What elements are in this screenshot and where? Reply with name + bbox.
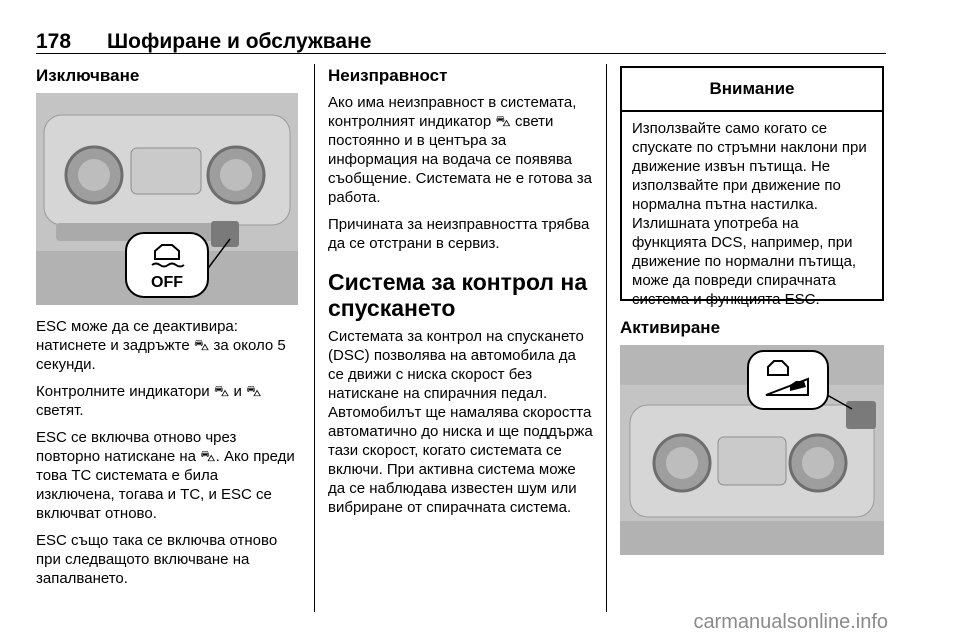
section-heading-off: Изключване — [36, 66, 140, 85]
header-rule — [36, 53, 886, 54]
paragraph: ESC се включва отново чрез повторно натискане на ⛍. Ако преди това TC системата е била изключена, тогава и TC, и ESC се включват отново. — [36, 429, 295, 522]
paragraph: Системата за контрол на спускането (DSC) позволява на автомобила да се движи с ниска скорост без натискане на спирачния педал. Автомобилът ще намалява скоростта автоматично до ниска и ще поддържа тази скорост, когато системата се включи. При активна система може да се наблюдава известен шум или вибриране от спирачната система. — [328, 328, 593, 516]
column-2 — [328, 62, 594, 525]
section-heading-malfunction: Неизправност — [328, 66, 448, 85]
warning-text: Използвайте само когато се спускате по стръмни наклони при движение извън пътища. Не използвайте при движение по нормална пътна настилка. Излишната употреба на функцията DCS, например, при движение по нормални пътища, може да повреди спирачната система и функцията ESC. — [632, 120, 867, 308]
warning-box — [620, 66, 884, 308]
console-illustration — [620, 345, 884, 555]
paragraph: Контролните индикатори ⛍ и ⛍ светят. — [36, 383, 262, 419]
column-3-lower — [620, 314, 886, 555]
paragraph: ESC също така се включва отново при следващото включване на запалването. — [36, 532, 278, 587]
figure-esc-off — [36, 93, 298, 305]
warning-title: Внимание — [622, 68, 882, 112]
section-heading-dsc: Система за контрол на спускането — [328, 269, 588, 321]
column-divider-1 — [314, 64, 315, 612]
paragraph: Причината за неизправността трябва да се отстрани в сервиз. — [328, 216, 590, 252]
paragraph: ESC може да се деактивира: натиснете и задръжте ⛍ за около 5 секунди. — [36, 318, 286, 373]
page-number: 178 — [36, 30, 72, 53]
paragraph: Ако има неизправност в системата, контролният индикатор ⛍ свети постоянно и в центъра за информация на водача се появява съобщение. Системата не е готова за работа. — [328, 94, 592, 206]
column-1 — [36, 62, 300, 596]
off-label: OFF — [151, 274, 183, 291]
console-illustration — [36, 93, 298, 305]
column-divider-2 — [606, 64, 607, 612]
figure-dsc-activate — [620, 345, 884, 555]
watermark: carmanualsonline.info — [693, 611, 888, 633]
page-title: Шофиране и обслужване — [107, 30, 372, 53]
page-header — [36, 30, 371, 54]
section-heading-activate: Активиране — [620, 318, 721, 337]
